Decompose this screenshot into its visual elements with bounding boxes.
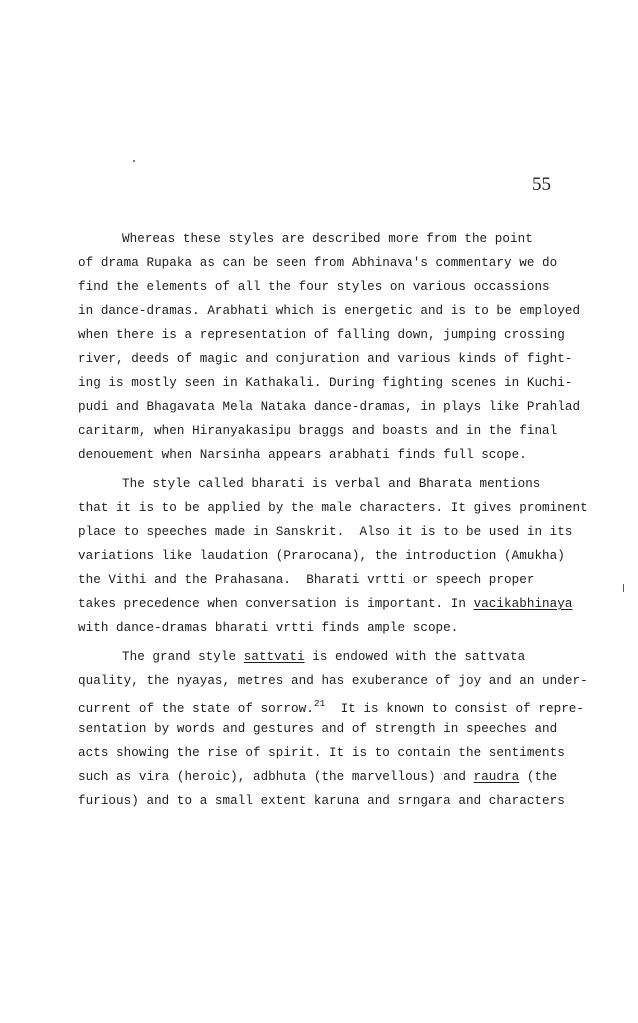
- text-line: in dance-dramas. Arabhati which is energetic and is to be employed: [78, 304, 581, 318]
- text-line: The style called bharati is verbal and Bharata mentions: [122, 477, 541, 491]
- text-line: place to speeches made in Sanskrit. Also it is to be used in its: [78, 525, 573, 539]
- text-line: Whereas these styles are described more from the point: [122, 232, 533, 246]
- text-line: acts showing the rise of spirit. It is to contain the sentiments: [78, 746, 565, 760]
- text-segment: takes precedence when conversation is important. In: [78, 597, 474, 611]
- text-line: [78, 697, 584, 717]
- text-line: [122, 649, 525, 665]
- text-line: of drama Rupaka as can be seen from Abhinava's commentary we do: [78, 256, 558, 270]
- page-number: 55: [532, 174, 551, 195]
- text-segment: is endowed with the sattvata: [304, 650, 526, 664]
- text-line: river, deeds of magic and conjuration and various kinds of fight-: [78, 352, 573, 366]
- text-line: quality, the nyayas, metres and has exuberance of joy and an under-: [78, 674, 588, 688]
- text-line: sentation by words and gestures and of strength in speeches and: [78, 722, 558, 736]
- text-line: [78, 596, 573, 612]
- text-line: caritarm, when Hiranyakasipu braggs and boasts and in the final: [78, 424, 558, 438]
- text-line: find the elements of all the four styles on various occassions: [78, 280, 550, 294]
- text-line: furious) and to a small extent karuna and srngara and characters: [78, 794, 565, 808]
- text-line: denouement when Narsinha appears arabhati finds full scope.: [78, 448, 527, 462]
- text-line: [78, 769, 557, 785]
- text-line: ing is mostly seen in Kathakali. During fighting scenes in Kuchi-: [78, 376, 573, 390]
- underlined-term: vacikabhinaya: [473, 597, 573, 611]
- text-line: variations like laudation (Prarocana), the introduction (Amukha): [78, 549, 565, 563]
- underlined-term: sattvati: [243, 650, 305, 664]
- stray-mark: [623, 584, 624, 592]
- text-line: the Vithi and the Prahasana. Bharati vrtti or speech proper: [78, 573, 535, 587]
- stray-mark: [133, 160, 135, 162]
- text-segment: (the: [519, 770, 558, 784]
- text-segment: current of the state of sorrow.: [78, 702, 314, 717]
- text-line: pudi and Bhagavata Mela Nataka dance-dramas, in plays like Prahlad: [78, 400, 581, 414]
- text-line: with dance-dramas bharati vrtti finds ample scope.: [78, 621, 459, 635]
- underlined-term: raudra: [473, 770, 520, 784]
- text-line: that it is to be applied by the male characters. It gives prominent: [78, 501, 588, 515]
- text-segment: such as vira (heroic), adbhuta (the marvellous) and: [78, 770, 474, 784]
- text-line: when there is a representation of falling down, jumping crossing: [78, 328, 565, 342]
- text-segment: It is known to consist of repre-: [325, 702, 585, 717]
- text-segment: The grand style: [122, 650, 244, 664]
- footnote-marker: 21: [313, 698, 326, 709]
